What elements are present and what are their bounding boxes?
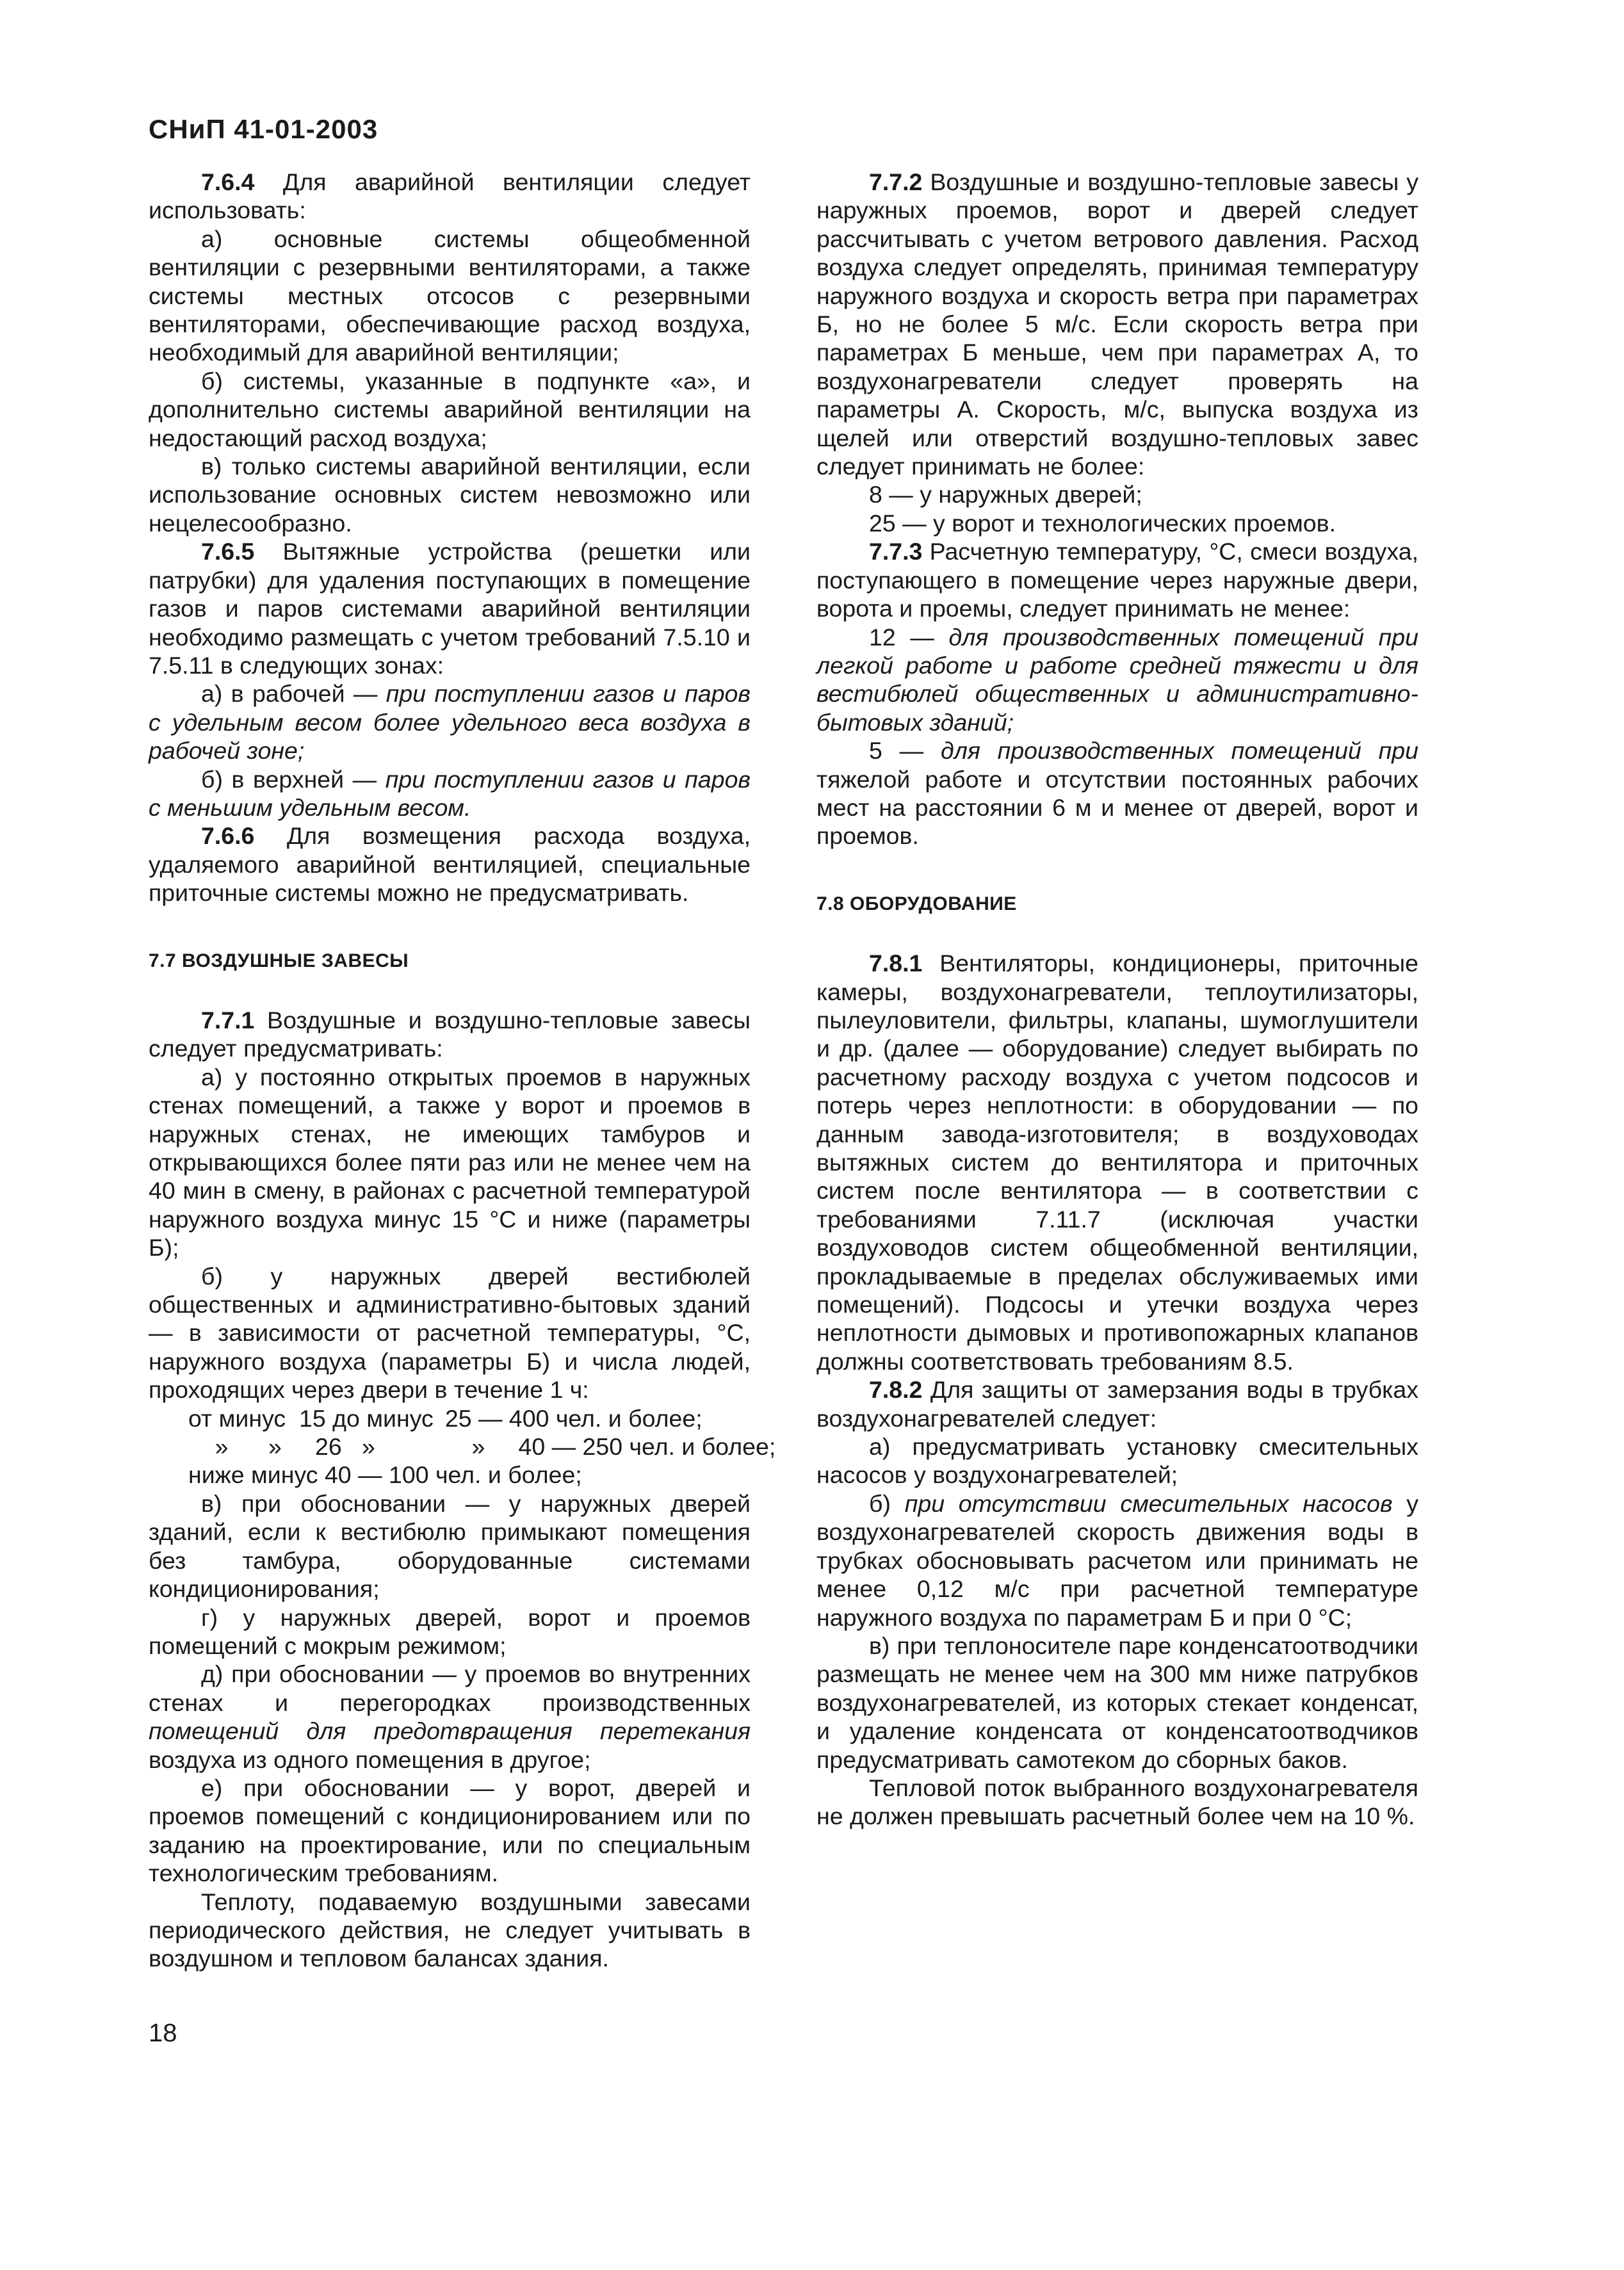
item-d: г) у наружных дверей, ворот и проемов помещений с мокрым режимом; <box>149 1603 751 1659</box>
item-value: 25 — у ворот и технологических проемов. <box>869 509 1336 537</box>
item-a: а) у постоянно открытых проемов в наружных стенах помещений, а также у ворот и проемов в наружных стенах, не имеющих тамбуров и открывающихся более пяти раз или не менее чем на 40 мин в смену, в районах с расчетной температурой наружного воздуха минус 15 °С и ниже (параметры Б); <box>149 1063 751 1261</box>
document-code-header: СНиП 41-01-2003 <box>149 114 378 144</box>
clause-7-7-2 <box>816 168 1418 480</box>
item-a: а) предусматривать установку смесительных насосов у воздухонагревателей; <box>816 1433 1418 1489</box>
item-italic-text: для производственных помещений при <box>940 737 1418 765</box>
item-text: д) при обосновании — у проемов во внутренних стенах и перегородках производственных <box>149 1660 751 1716</box>
item-prefix: 5 — <box>869 737 941 765</box>
clause-text: Для защиты от замерзания воды в трубках воздухонагревателей следует: <box>816 1376 1418 1432</box>
item-italic-text: помещений для предотвращения перетекания <box>149 1717 751 1745</box>
clause-text: Вытяжные устройства (решетки или патрубки) для удаления поступающих в помещение газов и паров системами аварийной вентиляции необходимо размещать с учетом требований 7.5.10 и 7.5.11 в следующих зонах: <box>149 538 751 679</box>
clause-7-8-1 <box>816 949 1418 1375</box>
paragraph-note: Теплоту, подаваемую воздушными завесами периодического действия, не следует учитывать в воздушном и тепловом балансах здания. <box>149 1888 751 1972</box>
item-italic-text: при поступлении газов и паров с удельным весом более удельного веса воздуха в рабочей зоне; <box>149 680 751 765</box>
item-prefix: 12 — <box>869 623 949 651</box>
paragraph-note: Тепловой поток выбранного воздухонагревателя не должен превышать расчетный более чем на 10 %. <box>816 1774 1418 1830</box>
item-text: воздуха из одного помещения в другое; <box>149 1746 591 1773</box>
item-text: у воздухонагревателей скорость движения воды в трубках обосновывать расчетом или принимать не менее 0,12 м/с при расчетной температуре наружного воздуха по параметрам Б и при 0 °С; <box>816 1489 1419 1631</box>
clause-7-6-4 <box>149 168 751 225</box>
schedule-value: 25 — 400 чел. и более; <box>432 1404 702 1432</box>
section-heading-7-8: 7.8 ОБОРУДОВАНИЕ <box>816 893 1017 914</box>
clause-text: Вентиляторы, кондиционеры, приточные камеры, воздухонагреватели, теплоутилизаторы, пылеуловители, фильтры, клапаны, шумоглушители и др. (далее — оборудование) следует выбирать по расчетному расходу воздуха с учетом подсосов и потерь через неплотности: в оборудовании — по данным завода-изготовителя; в воздуховодах вытяжных систем до вентилятора и приточных систем после вентилятора — в соответствии с требованиями 7.11.7 (исключая участки воздуховодов систем общеобменной вентиляции, прокладываемые в пределах обслуживаемых ими помещений). Подсосы и утечки воздуха через неплотности дымовых и противопожарных клапанов должны соответствовать требованиям 8.5. <box>816 950 1418 1375</box>
item-prefix: б) <box>869 1489 905 1517</box>
item-b <box>149 765 751 822</box>
clause-text: Воздушные и воздушно-тепловые завесы следует предусматривать: <box>149 1006 751 1062</box>
item-italic-text: при отсутствии смесительных насосов <box>904 1489 1393 1517</box>
item-f: е) при обосновании — у ворот, дверей и проемов помещений с кондиционированием или по заданию на проектирование, или по специальным технологическим требованиям. <box>149 1774 751 1887</box>
clause-text: Расчетную температуру, °С, смеси воздуха, поступающего в помещение через наружные двери, ворота и проемы, следует принимать не менее: <box>816 538 1418 622</box>
item-value <box>816 736 1418 850</box>
item-b: б) у наружных дверей вестибюлей общественных и административно-бытовых зданий — в зависимости от расчетной температуры, °С, наружного воздуха (параметры Б) и числа людей, проходящих через двери в течение 1 ч: <box>149 1262 751 1404</box>
page-number: 18 <box>149 2019 177 2047</box>
clause-number: 7.8.2 <box>869 1376 923 1404</box>
schedule-row-1 <box>149 1404 751 1432</box>
clause-text: Для аварийной вентиляции следует использовать: <box>149 168 751 224</box>
right-column <box>816 168 1418 1831</box>
section-heading-7-7: 7.7 ВОЗДУШНЫЕ ЗАВЕСЫ <box>149 950 409 971</box>
schedule-value: » 40 — 250 чел. и более; <box>432 1433 776 1461</box>
clause-number: 7.7.1 <box>201 1006 255 1034</box>
item-prefix: а) в рабочей — <box>201 680 386 708</box>
clause-7-7-3 <box>816 537 1418 622</box>
clause-7-8-2 <box>816 1375 1418 1432</box>
clause-7-7-1 <box>149 1006 751 1063</box>
item-a <box>149 679 751 765</box>
item-italic-text: для производственных помещений при легкой работе и работе средней тяжести и для вестибюлей общественных и административно-бытовых зданий; <box>816 623 1418 736</box>
clause-number: 7.6.5 <box>201 538 255 565</box>
clause-text: Воздушные и воздушно-тепловые завесы у наружных проемов, ворот и дверей следует рассчитывать с учетом ветрового давления. Расход воздуха следует определять, принимая температуру наружного воздуха и скорость ветра при параметрах Б, но не более 5 м/с. Если скорость ветра при параметрах Б меньше, чем при параметрах А, то воздухонагреватели следует проверять на параметры А. Скорость, м/с, выпуска воздуха из щелей или отверстий воздушно-тепловых завес следует принимать не более: <box>816 168 1418 480</box>
item-a: а) основные системы общеобменной вентиляции с резервными вентиляторами, а также системы местных отсосов с резервными вентиляторами, обеспечивающие расход воздуха, необходимый для аварийной вентиляции; <box>149 225 751 366</box>
item-b: б) системы, указанные в подпункте «а», и дополнительно системы аварийной вентиляции на недостающий расход воздуха; <box>149 367 751 451</box>
schedule-row-3: ниже минус 40 — 100 чел. и более; <box>188 1461 582 1489</box>
item-value <box>816 623 1418 737</box>
clause-number: 7.6.4 <box>201 168 255 195</box>
item-text: тяжелой работе и отсутствии постоянных рабочих мест на расстоянии 6 м и менее от дверей, ворот и проемов. <box>816 765 1418 850</box>
item-c: в) при обосновании — у наружных дверей зданий, если к вестибюлю примыкают помещения без тамбура, оборудованные системами кондиционирования; <box>149 1489 751 1603</box>
clause-number: 7.6.6 <box>201 822 255 850</box>
clause-number: 7.7.3 <box>869 538 923 565</box>
schedule-range: » » 26 » <box>188 1433 375 1461</box>
schedule-row-2 <box>149 1432 776 1461</box>
item-c: в) только системы аварийной вентиляции, если использование основных систем невозможно или нецелесообразно. <box>149 453 751 537</box>
schedule-range: от минус 15 до минус <box>188 1404 434 1432</box>
item-prefix: б) в верхней — <box>201 765 386 793</box>
clause-text: Для возмещения расхода воздуха, удаляемого аварийной вентиляцией, специальные приточные системы можно не предусматривать. <box>149 822 751 907</box>
clause-7-6-5 <box>149 537 751 679</box>
item-b <box>816 1489 1418 1632</box>
item-c: в) при теплоносителе паре конденсатоотводчики размещать не менее чем на 300 мм ниже патрубков воздухонагревателей, из которых стекает конденсат, и удаление конденсата от конденсатоотводчиков предусматривать самотеком до сборных баков. <box>816 1632 1418 1773</box>
clause-7-6-6 <box>149 822 751 907</box>
item-e <box>149 1660 751 1774</box>
clause-number: 7.8.1 <box>869 950 923 977</box>
left-column <box>149 168 776 1973</box>
item-italic-text: при поступлении газов и паров с меньшим удельным весом. <box>149 765 751 821</box>
item-value: 8 — у наружных дверей; <box>869 481 1142 508</box>
clause-number: 7.7.2 <box>869 168 923 195</box>
